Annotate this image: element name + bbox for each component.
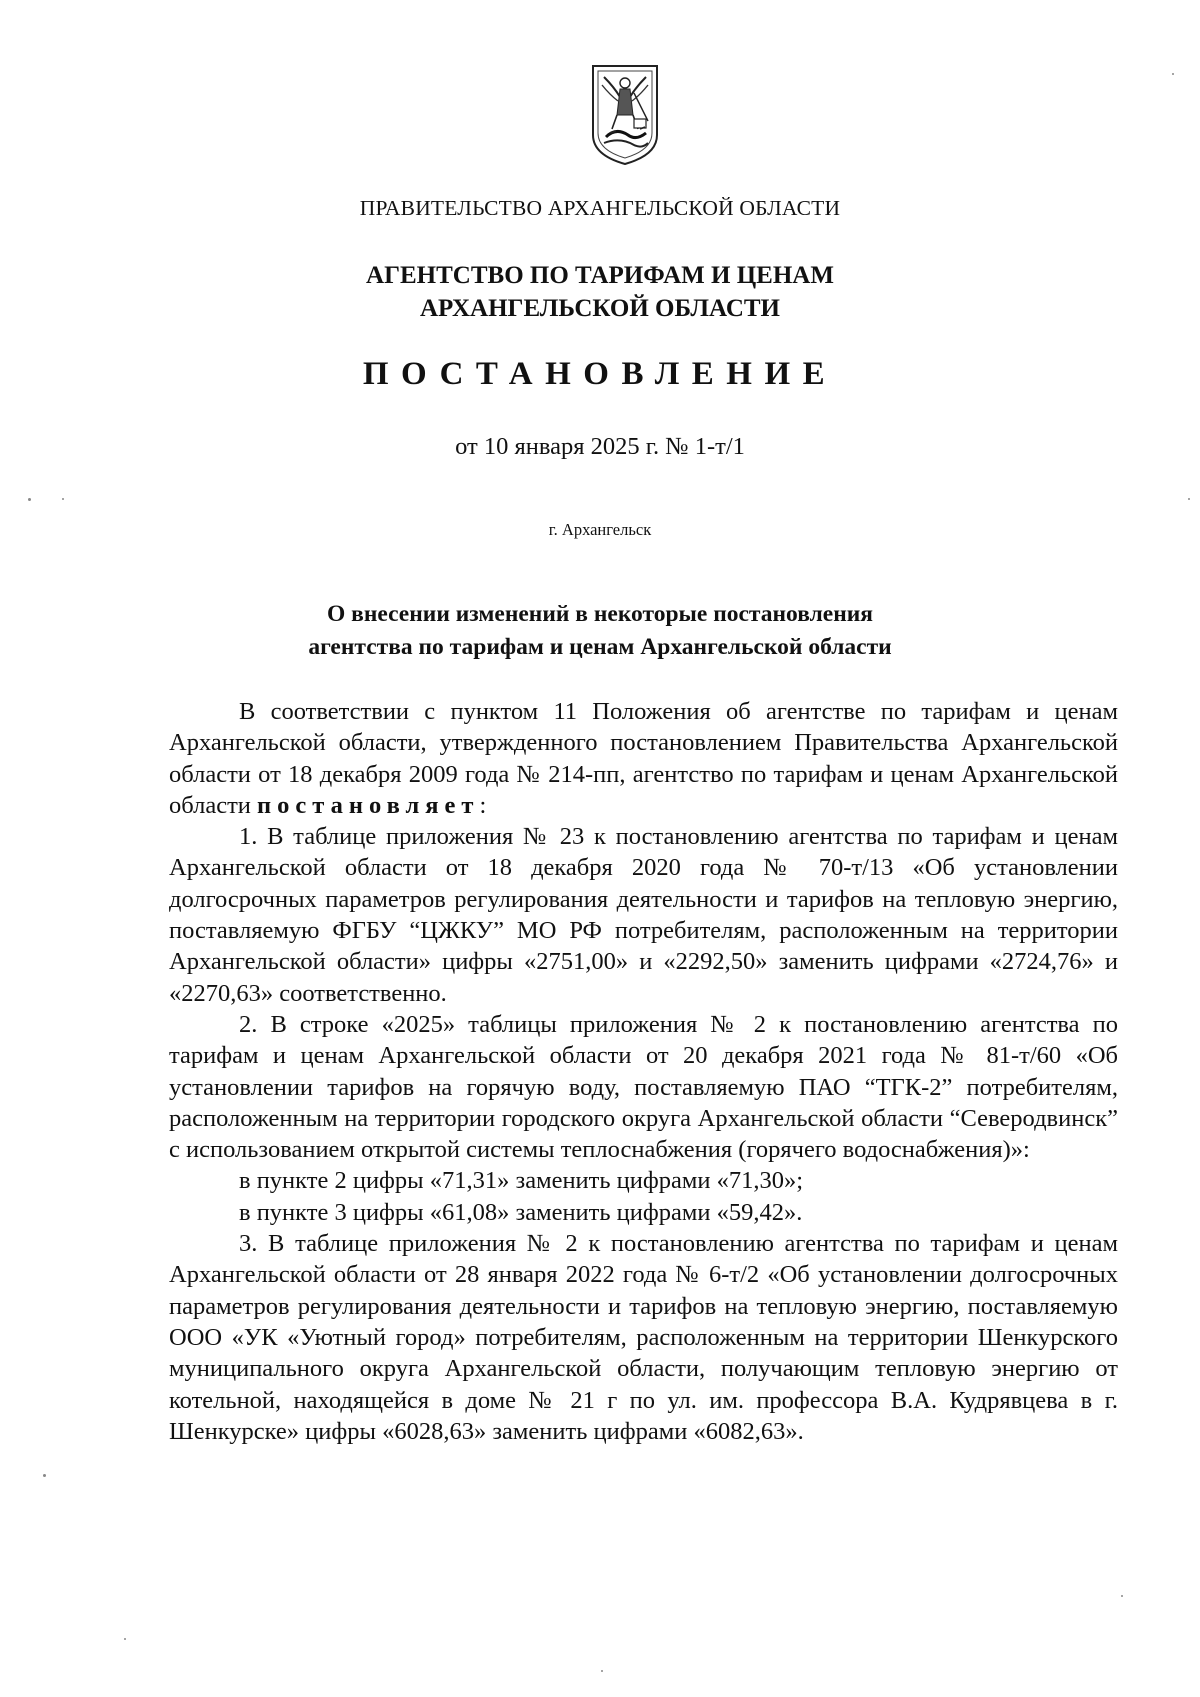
item-2-paragraph: 2. В строке «2025» таблицы приложения № 2 к постановлению агентства по тарифам и ценам Архангельской области от 20 декабря 2021 года № 81-т/60 «Об установлении тарифов на горячую воду, поставляемую ПАО “ТГК-2” потребителям, расположенным на территории городского округа Архангельской области “Северодвинск” с использованием открытой системы теплоснабжения (горячего водоснабжения)»: [169,1010,1118,1164]
decree-word: постановляет [257,791,480,819]
document-city: г. Архангельск [548,520,652,539]
scan-speck [601,1670,603,1672]
item-2-subitem-2: в пункте 3 цифры «61,08» заменить цифрами «59,42». [239,1198,803,1226]
preamble-end: : [479,791,487,819]
document-type-title: ПОСТАНОВЛЕНИЕ [362,356,838,392]
subject-line-2: агентства по тарифам и ценам Архангельской области [308,634,892,660]
agency-name-line-2: АРХАНГЕЛЬСКОЙ ОБЛАСТИ [420,295,780,322]
item-3-paragraph: 3. В таблице приложения № 2 к постановлению агентства по тарифам и ценам Архангельской области от 28 января 2022 года № 6-т/2 «Об установлении долгосрочных параметров регулирования деятельности и тарифов на тепловую энергию, поставляемую ООО «УК «Уютный город» потребителям, расположенным на территории Шенкурского муниципального округа Архангельской области, получающим тепловую энергию от котельной, находящейся в доме № 21 г по ул. им. профессора В.А. Кудрявцева в г. Шенкурске» цифры «6028,63» заменить цифрами «6082,63». [169,1230,1118,1445]
coat-of-arms-icon [590,63,660,166]
preamble-text: В соответствии с пунктом 11 Положения об агентстве по тарифам и ценам Архангельской области, утвержденного постановлением Правительства Архангельской области от 18 декабря 2009 года № 214-пп, агентство по тарифам и ценам Архангельской области [169,698,1118,819]
scan-speck [1172,73,1174,75]
scan-speck [28,498,31,501]
agency-name-line-1: АГЕНТСТВО ПО ТАРИФАМ И ЦЕНАМ [366,262,834,289]
document-subject [0,598,1200,664]
scan-speck [1188,498,1190,500]
scan-speck [43,1474,46,1477]
preamble-paragraph [169,696,1118,821]
subject-line-1: О внесении изменений в некоторые постановления [326,601,873,627]
government-name: ПРАВИТЕЛЬСТВО АРХАНГЕЛЬСКОЙ ОБЛАСТИ [359,196,841,220]
scan-speck [124,1638,126,1640]
document-date-number: от 10 января 2025 г. № 1-т/1 [455,433,745,460]
document-body [169,696,1118,1447]
item-2-subitem-1: в пункте 2 цифры «71,31» заменить цифрами «71,30»; [239,1167,804,1195]
scan-speck [62,498,64,500]
item-1-paragraph: 1. В таблице приложения № 23 к постановлению агентства по тарифам и ценам Архангельской области от 18 декабря 2020 года № 70-т/13 «Об установлении долгосрочных параметров регулирования деятельности и тарифов на тепловую энергию, поставляемую ФГБУ “ЦЖКУ” МО РФ потребителям, расположенным на территории Архангельской области» цифры «2751,00» и «2292,50» заменить цифрами «2724,76» и «2270,63» соответственно. [169,823,1118,1007]
scan-speck [1121,1595,1123,1597]
agency-name [0,259,1200,325]
